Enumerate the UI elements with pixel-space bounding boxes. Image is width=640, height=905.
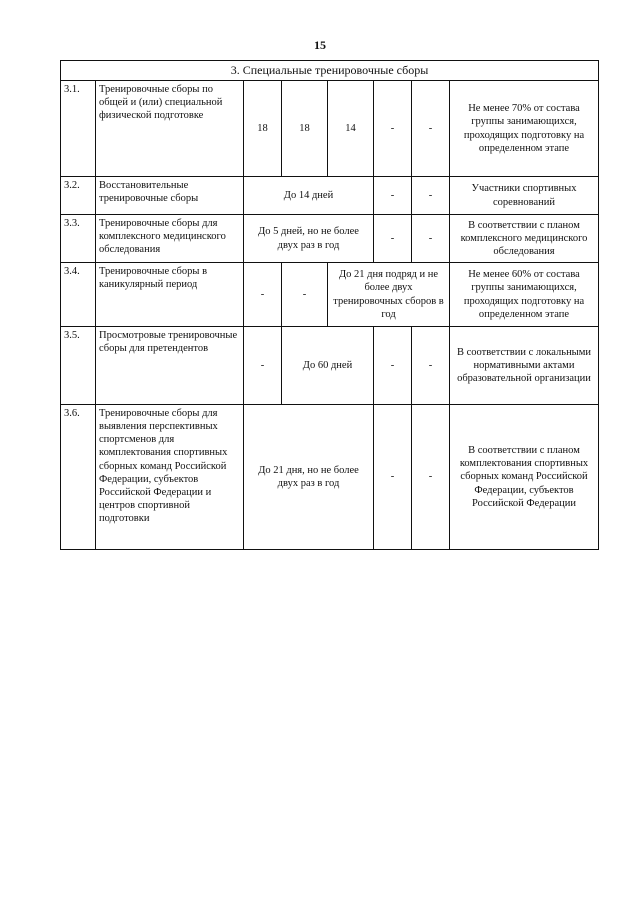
participants-note: В соответствии с планом комплексного медицинского обследования (450, 215, 599, 263)
camp-name: Тренировочные сборы в каникулярный период (96, 263, 244, 327)
table-row (61, 81, 599, 177)
days-cell: - (244, 263, 282, 327)
days-cell: - (282, 263, 328, 327)
camp-name: Тренировочные сборы по общей и (или) специальной физической подготовке (96, 81, 244, 177)
row-number: 3.2. (61, 177, 96, 215)
table-row (61, 263, 599, 327)
days-cell: 14 (328, 81, 374, 177)
duration-cell: До 21 дня подряд и не более двух тренировочных сборов в год (328, 263, 450, 327)
row-number: 3.4. (61, 263, 96, 327)
participants-note: В соответствии с локальными нормативными актами образовательной организации (450, 327, 599, 405)
days-cell: - (412, 81, 450, 177)
days-cell: - (374, 81, 412, 177)
table-row (61, 177, 599, 215)
row-number: 3.6. (61, 405, 96, 550)
days-cell: - (412, 215, 450, 263)
days-cell: - (374, 327, 412, 405)
table-row (61, 215, 599, 263)
camp-name: Тренировочные сборы для выявления перспективных спортсменов для комплектования спортивных сборных команд Российской Федерации, субъектов Российской Федерации и центров спортивной подготовки (96, 405, 244, 550)
days-cell: - (412, 405, 450, 550)
camp-name: Тренировочные сборы для комплексного медицинского обследования (96, 215, 244, 263)
days-cell: - (374, 405, 412, 550)
camp-name: Просмотровые тренировочные сборы для претендентов (96, 327, 244, 405)
duration-cell: До 21 дня, но не более двух раз в год (244, 405, 374, 550)
section-header-row (61, 61, 599, 81)
table-row (61, 405, 599, 550)
participants-note: Не менее 60% от состава группы занимающихся, проходящих подготовку на определенном этапе (450, 263, 599, 327)
days-cell: 18 (244, 81, 282, 177)
duration-cell: До 14 дней (244, 177, 374, 215)
days-cell: - (244, 327, 282, 405)
training-camps-table (60, 60, 599, 550)
participants-note: Не менее 70% от состава группы занимающихся, проходящих подготовку на определенном этапе (450, 81, 599, 177)
days-cell: - (412, 177, 450, 215)
days-cell: 18 (282, 81, 328, 177)
days-cell: - (374, 215, 412, 263)
duration-cell: До 60 дней (282, 327, 374, 405)
page-number: 15 (314, 38, 326, 52)
row-number: 3.1. (61, 81, 96, 177)
days-cell: - (374, 177, 412, 215)
duration-cell: До 5 дней, но не более двух раз в год (244, 215, 374, 263)
camp-name: Восстановительные тренировочные сборы (96, 177, 244, 215)
row-number: 3.5. (61, 327, 96, 405)
days-cell: - (412, 327, 450, 405)
section-title: 3. Специальные тренировочные сборы (61, 61, 599, 81)
table-row (61, 327, 599, 405)
row-number: 3.3. (61, 215, 96, 263)
participants-note: Участники спортивных соревнований (450, 177, 599, 215)
participants-note: В соответствии с планом комплектования спортивных сборных команд Российской Федерации, субъектов Российской Федерации (450, 405, 599, 550)
